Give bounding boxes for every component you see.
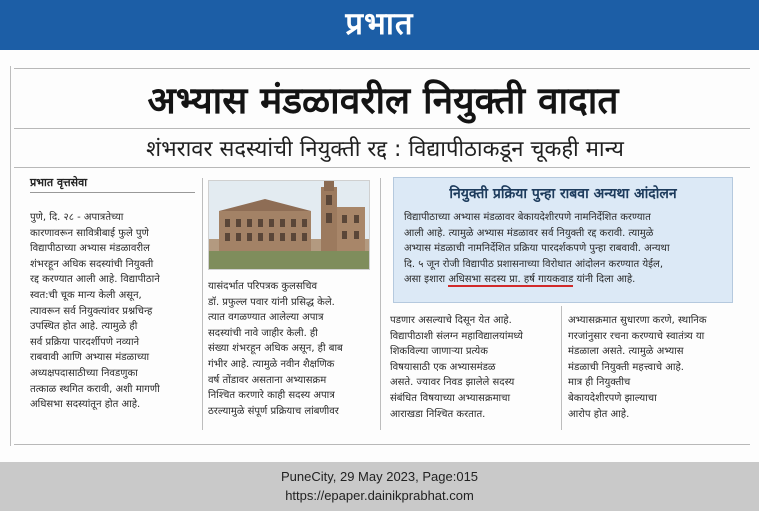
subheadline: शंभरावर सदस्यांची नियुक्ती रद्द : विद्यापीठाकडून चूकही मान्य <box>146 137 624 162</box>
masthead <box>0 0 759 50</box>
top-rule <box>14 68 750 69</box>
article-line: स्वत:ची चूक मान्य केली असून, <box>30 289 142 301</box>
article-line: डॉ. प्रफुल्ल पवार यांनी प्रसिद्ध केले. <box>208 296 335 308</box>
article-line: बेकायदेशीरपणे झाल्याचा <box>568 392 657 404</box>
article-line: असते. ज्यावर निवड झालेले सदस्य <box>390 377 515 389</box>
bottom-rule <box>14 444 750 445</box>
article-line: गरजांनुसार रचना करण्याचे स्वातंत्र्य या <box>568 330 705 342</box>
article-line: सर्व प्रक्रिया पारदर्शीपणे नव्याने <box>30 336 140 348</box>
callout-last-line <box>404 272 726 288</box>
callout-line: अभ्यास मंडळाची नामनिर्देशित प्रक्रिया पारदर्शकपणे पुन्हा राबवावी. अन्यथा <box>404 243 670 254</box>
article-line: ठरल्यामुळे संपूर्ण प्रक्रियाच लांबणीवर <box>208 405 339 417</box>
callout-body <box>404 210 726 288</box>
article-line: राबवावी आणि अभ्यास मंडळाच्या <box>30 352 150 364</box>
callout-line: दि. ५ जून रोजी विद्यापीठ प्रशासनाच्या विरोधात आंदोलन करण्यात येईल, <box>404 258 663 270</box>
article-line: त्यावरून सर्व नियुक्त्यांवर प्रश्नचिन्ह <box>30 305 153 317</box>
highlighted-name: अधिसभा सदस्य प्रा. हर्ष गायकवाड <box>448 274 574 285</box>
article-line: पुणे, दि. २८ - अपात्रतेच्या <box>30 212 124 223</box>
footer-edition-info: PuneCity, 29 May 2023, Page:015 <box>280 469 479 484</box>
article-line: अध्यक्षपदासाठीच्या निवडणुका <box>30 367 138 379</box>
article-line: निश्चित करणारे काही सदस्य अपात्र <box>208 390 335 402</box>
column-rule <box>380 178 381 430</box>
article-line: संबंधित विषयाच्या अभ्यासक्रमाचा <box>390 392 511 404</box>
article-line: आरोप होत आहे. <box>568 408 630 420</box>
callout-lines <box>404 210 726 272</box>
article-line: मंडळाला असते. त्यामुळे अभ्यास <box>568 346 684 358</box>
footer <box>0 462 759 511</box>
callout-last-suffix: यांनी दिला आहे. <box>573 274 636 285</box>
article-line: रद्द करण्यात आली आहे. विद्यापीठाने <box>30 274 160 286</box>
university-building-photo <box>208 180 370 270</box>
article-line: उपस्थित होत आहे. त्यामुळे ही <box>30 321 138 333</box>
article-line: अधिसभा सदस्यांतून होत आहे. <box>30 399 141 411</box>
article-line: मंडळाची नियुक्ती महत्त्वाचे आहे. <box>568 361 684 373</box>
article-line: आराखडा निश्चित करतात. <box>390 408 486 420</box>
headline-rule <box>14 128 750 129</box>
building-illustration <box>209 181 369 269</box>
article-line: मात्र ही नियुक्तीच <box>568 377 631 389</box>
byline: प्रभात वृत्तसेवा <box>30 176 88 189</box>
article-line: अभ्यासक्रमात सुधारणा करणे, स्थानिक <box>568 315 707 326</box>
article-line: विद्यापीठाशी संलग्न महाविद्यालयांमध्ये <box>390 330 523 342</box>
callout-line: आली आहे. त्यामुळे अभ्यास मंडळावर सर्व नियुक्ती रद्द करावी. त्यामुळे <box>404 227 654 239</box>
callout-box <box>393 177 733 303</box>
article-line: त्यात वगळण्यात आलेल्या अपात्र <box>208 312 324 324</box>
article-line: शिकविल्या जाणाऱ्या प्रत्येक <box>390 346 488 358</box>
column-rule <box>202 178 203 430</box>
article-line: विषयासाठी एक अभ्यासमंडळ <box>390 361 496 373</box>
column-rule <box>561 306 562 430</box>
callout-line: विद्यापीठाच्या अभ्यास मंडळावर बेकायदेशीरपणे नामनिर्देशित करण्यात <box>404 212 651 223</box>
footer-url: https://epaper.dainikprabhat.com <box>285 488 474 503</box>
article-column-3 <box>390 313 555 422</box>
article-line: वर्ष तोंडावर असताना अभ्यासक्रम <box>208 374 327 386</box>
newspaper-logo: प्रभात <box>345 6 414 42</box>
article-line: पडणार असल्याचे दिसून येत आहे. <box>390 315 512 326</box>
byline-rule <box>30 192 195 193</box>
headline: अभ्यास मंडळावरील नियुक्ती वादात <box>147 79 619 122</box>
article-line: संख्या शंभरहून अधिक असून, ही बाब <box>208 343 343 355</box>
article-line: तत्काळ स्थगित करावी, अशी मागणी <box>30 383 160 395</box>
article-line: विद्यापीठाच्या अभ्यास मंडळावरील <box>30 243 150 255</box>
article-line: गंभीर आहे. त्यामुळे नवीन शैक्षणिक <box>208 358 335 370</box>
article-line: कारणावरून सावित्रीबाई फुले पुणे <box>30 227 149 239</box>
article-line: शंभरहून अधिक सदस्यांची नियुक्ती <box>30 258 154 270</box>
callout-last-prefix: असा इशारा <box>404 274 449 285</box>
article-line: यासंदर्भात परिपत्रक कुलसचिव <box>208 281 318 292</box>
article-column-4 <box>568 313 738 422</box>
article-line: सदस्यांची नावे जाहीर केली. ही <box>208 327 318 339</box>
article-column-2 <box>208 279 370 419</box>
callout-title: नियुक्ती प्रक्रिया पुन्हा राबवा अन्यथा आंदोलन <box>449 186 677 202</box>
left-margin-rule <box>10 66 11 446</box>
article-column-1 <box>30 210 198 413</box>
